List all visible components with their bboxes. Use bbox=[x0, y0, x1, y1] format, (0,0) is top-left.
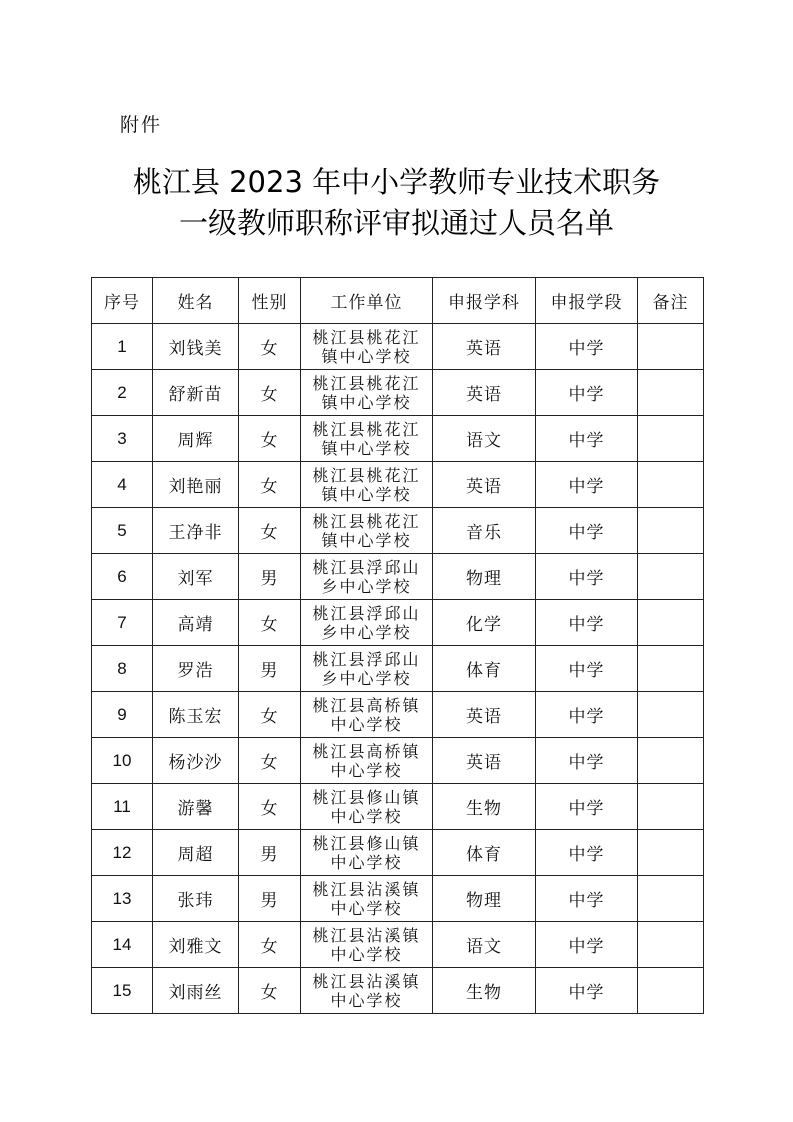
cell-seq: 10 bbox=[92, 738, 153, 784]
cell-name: 游馨 bbox=[153, 784, 239, 830]
school-line-1: 桃江县浮邱山 bbox=[312, 557, 421, 577]
cell-name: 罗浩 bbox=[153, 646, 239, 692]
school-line-1: 桃江县桃花江 bbox=[312, 419, 421, 439]
school-line-2: 镇中心学校 bbox=[321, 530, 412, 550]
cell-gender: 女 bbox=[239, 600, 301, 646]
cell-seq: 14 bbox=[92, 922, 153, 968]
header-gender: 性别 bbox=[239, 278, 301, 324]
cell-name: 刘艳丽 bbox=[153, 462, 239, 508]
cell-remark bbox=[638, 876, 704, 922]
table-row bbox=[92, 738, 704, 784]
cell-name: 王净非 bbox=[153, 508, 239, 554]
attachment-label: 附件 bbox=[120, 114, 163, 136]
table-row bbox=[92, 876, 704, 922]
cell-subject: 生物 bbox=[433, 968, 536, 1014]
school-line-2: 中心学校 bbox=[330, 852, 403, 872]
cell-seq: 11 bbox=[92, 784, 153, 830]
cell-school bbox=[301, 416, 433, 462]
approved-teachers-table bbox=[91, 277, 704, 1014]
cell-subject: 音乐 bbox=[433, 508, 536, 554]
cell-name: 刘钱美 bbox=[153, 324, 239, 370]
header-seq: 序号 bbox=[92, 278, 153, 324]
cell-remark bbox=[638, 968, 704, 1014]
cell-gender: 女 bbox=[239, 370, 301, 416]
table-row bbox=[92, 370, 704, 416]
school-line-1: 桃江县桃花江 bbox=[312, 511, 421, 531]
cell-remark bbox=[638, 462, 704, 508]
cell-name: 刘雨丝 bbox=[153, 968, 239, 1014]
cell-subject: 化学 bbox=[433, 600, 536, 646]
cell-seq: 15 bbox=[92, 968, 153, 1014]
cell-subject: 物理 bbox=[433, 554, 536, 600]
cell-remark bbox=[638, 830, 704, 876]
cell-seq: 5 bbox=[92, 508, 153, 554]
school-line-1: 桃江县桃花江 bbox=[312, 465, 421, 485]
cell-seq: 13 bbox=[92, 876, 153, 922]
cell-school bbox=[301, 738, 433, 784]
cell-name: 陈玉宏 bbox=[153, 692, 239, 738]
cell-gender: 女 bbox=[239, 462, 301, 508]
table-row bbox=[92, 554, 704, 600]
cell-remark bbox=[638, 324, 704, 370]
cell-remark bbox=[638, 784, 704, 830]
school-line-2: 镇中心学校 bbox=[321, 484, 412, 504]
cell-name: 周辉 bbox=[153, 416, 239, 462]
school-line-2: 镇中心学校 bbox=[321, 346, 412, 366]
table-row bbox=[92, 784, 704, 830]
school-line-2: 乡中心学校 bbox=[321, 576, 412, 596]
cell-gender: 男 bbox=[239, 646, 301, 692]
cell-remark bbox=[638, 646, 704, 692]
header-level: 申报学段 bbox=[536, 278, 638, 324]
cell-school bbox=[301, 692, 433, 738]
cell-seq: 1 bbox=[92, 324, 153, 370]
school-line-2: 乡中心学校 bbox=[321, 622, 412, 642]
header-name: 姓名 bbox=[153, 278, 239, 324]
document-title-line-1: 桃江县 2023 年中小学教师专业技术职务 bbox=[132, 165, 661, 199]
school-line-1: 桃江县桃花江 bbox=[312, 373, 421, 393]
cell-seq: 4 bbox=[92, 462, 153, 508]
cell-gender: 女 bbox=[239, 738, 301, 784]
cell-remark bbox=[638, 370, 704, 416]
school-line-1: 桃江县高桥镇 bbox=[312, 741, 421, 761]
cell-subject: 体育 bbox=[433, 830, 536, 876]
cell-level: 中学 bbox=[536, 462, 638, 508]
school-line-1: 桃江县沾溪镇 bbox=[312, 879, 421, 899]
cell-level: 中学 bbox=[536, 370, 638, 416]
cell-school bbox=[301, 554, 433, 600]
school-line-2: 中心学校 bbox=[330, 898, 403, 918]
school-line-1: 桃江县修山镇 bbox=[312, 833, 421, 853]
table-row bbox=[92, 922, 704, 968]
cell-name: 张玮 bbox=[153, 876, 239, 922]
table-row bbox=[92, 508, 704, 554]
cell-name: 周超 bbox=[153, 830, 239, 876]
cell-school bbox=[301, 830, 433, 876]
cell-level: 中学 bbox=[536, 876, 638, 922]
cell-level: 中学 bbox=[536, 554, 638, 600]
cell-subject: 英语 bbox=[433, 370, 536, 416]
table-row bbox=[92, 830, 704, 876]
table-row bbox=[92, 416, 704, 462]
cell-remark bbox=[638, 738, 704, 784]
cell-gender: 女 bbox=[239, 324, 301, 370]
cell-name: 刘雅文 bbox=[153, 922, 239, 968]
cell-level: 中学 bbox=[536, 738, 638, 784]
school-line-1: 桃江县浮邱山 bbox=[312, 649, 421, 669]
cell-name: 杨沙沙 bbox=[153, 738, 239, 784]
school-line-2: 乡中心学校 bbox=[321, 668, 412, 688]
school-line-2: 镇中心学校 bbox=[321, 438, 412, 458]
school-line-1: 桃江县沾溪镇 bbox=[312, 925, 421, 945]
cell-subject: 英语 bbox=[433, 462, 536, 508]
cell-seq: 2 bbox=[92, 370, 153, 416]
cell-seq: 3 bbox=[92, 416, 153, 462]
cell-subject: 英语 bbox=[433, 324, 536, 370]
cell-subject: 英语 bbox=[433, 738, 536, 784]
school-line-1: 桃江县沾溪镇 bbox=[312, 971, 421, 991]
school-line-1: 桃江县修山镇 bbox=[312, 787, 421, 807]
school-line-1: 桃江县高桥镇 bbox=[312, 695, 421, 715]
cell-name: 高靖 bbox=[153, 600, 239, 646]
cell-school bbox=[301, 876, 433, 922]
cell-remark bbox=[638, 554, 704, 600]
cell-level: 中学 bbox=[536, 646, 638, 692]
cell-remark bbox=[638, 922, 704, 968]
cell-school bbox=[301, 462, 433, 508]
cell-name: 舒新苗 bbox=[153, 370, 239, 416]
school-line-1: 桃江县桃花江 bbox=[312, 327, 421, 347]
cell-subject: 物理 bbox=[433, 876, 536, 922]
cell-remark bbox=[638, 600, 704, 646]
cell-seq: 12 bbox=[92, 830, 153, 876]
school-line-2: 中心学校 bbox=[330, 806, 403, 826]
school-line-2: 中心学校 bbox=[330, 944, 403, 964]
cell-gender: 男 bbox=[239, 554, 301, 600]
table-body bbox=[92, 324, 704, 1014]
table-row bbox=[92, 692, 704, 738]
cell-gender: 女 bbox=[239, 508, 301, 554]
cell-level: 中学 bbox=[536, 784, 638, 830]
cell-school bbox=[301, 922, 433, 968]
cell-level: 中学 bbox=[536, 508, 638, 554]
header-remark: 备注 bbox=[638, 278, 704, 324]
document-title-line-2: 一级教师职称评审拟通过人员名单 bbox=[178, 206, 614, 240]
school-line-2: 中心学校 bbox=[330, 990, 403, 1010]
header-school: 工作单位 bbox=[301, 278, 433, 324]
cell-remark bbox=[638, 508, 704, 554]
cell-level: 中学 bbox=[536, 416, 638, 462]
cell-gender: 女 bbox=[239, 968, 301, 1014]
cell-seq: 6 bbox=[92, 554, 153, 600]
cell-gender: 男 bbox=[239, 830, 301, 876]
cell-level: 中学 bbox=[536, 830, 638, 876]
table-row bbox=[92, 600, 704, 646]
table-row bbox=[92, 968, 704, 1014]
cell-subject: 生物 bbox=[433, 784, 536, 830]
header-subject: 申报学科 bbox=[433, 278, 536, 324]
cell-school bbox=[301, 600, 433, 646]
table-row bbox=[92, 462, 704, 508]
cell-seq: 7 bbox=[92, 600, 153, 646]
cell-name: 刘军 bbox=[153, 554, 239, 600]
cell-gender: 男 bbox=[239, 876, 301, 922]
cell-school bbox=[301, 324, 433, 370]
table-row bbox=[92, 646, 704, 692]
table-row bbox=[92, 324, 704, 370]
school-line-2: 镇中心学校 bbox=[321, 392, 412, 412]
cell-subject: 语文 bbox=[433, 416, 536, 462]
cell-gender: 女 bbox=[239, 416, 301, 462]
cell-level: 中学 bbox=[536, 600, 638, 646]
cell-school bbox=[301, 508, 433, 554]
cell-school bbox=[301, 784, 433, 830]
cell-gender: 女 bbox=[239, 692, 301, 738]
cell-subject: 体育 bbox=[433, 646, 536, 692]
cell-seq: 9 bbox=[92, 692, 153, 738]
cell-level: 中学 bbox=[536, 692, 638, 738]
school-line-2: 中心学校 bbox=[330, 714, 403, 734]
cell-gender: 女 bbox=[239, 784, 301, 830]
cell-subject: 语文 bbox=[433, 922, 536, 968]
cell-remark bbox=[638, 692, 704, 738]
cell-level: 中学 bbox=[536, 968, 638, 1014]
cell-seq: 8 bbox=[92, 646, 153, 692]
cell-subject: 英语 bbox=[433, 692, 536, 738]
cell-school bbox=[301, 968, 433, 1014]
table-header-row bbox=[92, 278, 704, 324]
cell-level: 中学 bbox=[536, 324, 638, 370]
cell-remark bbox=[638, 416, 704, 462]
cell-level: 中学 bbox=[536, 922, 638, 968]
cell-gender: 女 bbox=[239, 922, 301, 968]
school-line-2: 中心学校 bbox=[330, 760, 403, 780]
cell-school bbox=[301, 370, 433, 416]
school-line-1: 桃江县浮邱山 bbox=[312, 603, 421, 623]
cell-school bbox=[301, 646, 433, 692]
